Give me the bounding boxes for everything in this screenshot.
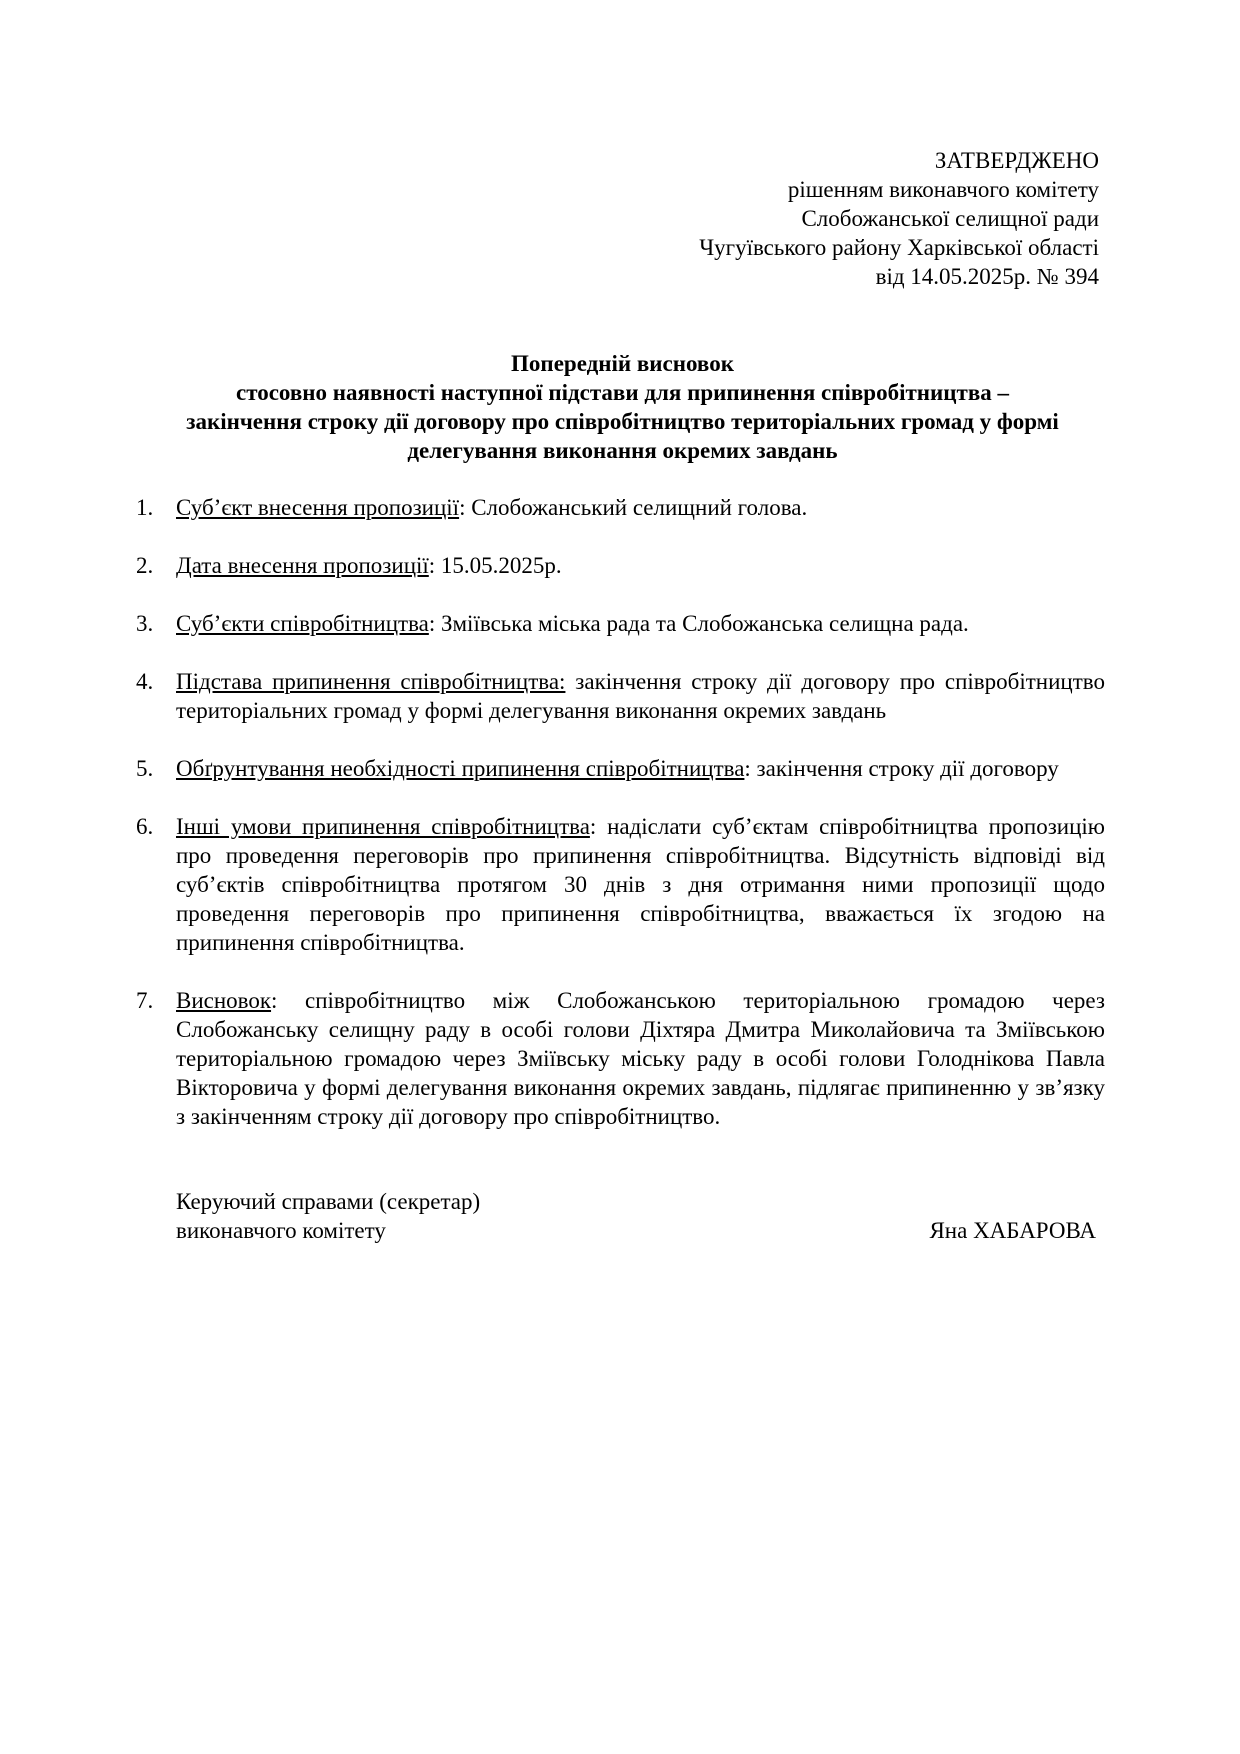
item-text: : Зміївська міська рада та Слобожанська селищна рада. — [428, 611, 969, 636]
item-label: Суб’єкти співробітництва — [176, 611, 429, 636]
item-number: 7. — [136, 988, 154, 1013]
list-item — [136, 812, 1105, 957]
approval-date: від 14.05.2025р. № 394 — [875, 264, 1099, 289]
item-label: Дата внесення пропозиції — [176, 553, 429, 578]
signer-name: Яна ХАБАРОВА — [929, 1218, 1096, 1243]
title-line-2: стосовно наявності наступної підстави для припинення співробітництва – — [235, 380, 1010, 405]
approval-heading: ЗАТВЕРДЖЕНО — [934, 148, 1099, 173]
approval-region: Чугуївського району Харківської області — [699, 235, 1099, 260]
item-text: : закінчення строку дії договору — [744, 756, 1059, 781]
list-item — [136, 986, 1105, 1131]
item-label: Суб’єкт внесення пропозиції — [176, 495, 460, 520]
item-number: 5. — [136, 756, 154, 781]
item-text: : Слобожанський селищний голова. — [459, 495, 808, 520]
signer-position: Керуючий справами (секретар) — [176, 1189, 481, 1214]
approval-council: Слобожанської селищної ради — [801, 206, 1099, 231]
title-line-4: делегування виконання окремих завдань — [407, 438, 838, 463]
list-item — [136, 667, 1105, 725]
title-line-3: закінчення строку дії договору про співробітництво територіальних громад у формі — [186, 409, 1059, 434]
item-label: Підстава припинення співробітництва: — [176, 669, 566, 694]
title-line-1: Попередній висновок — [511, 351, 734, 376]
item-number: 4. — [136, 669, 154, 694]
approval-block — [699, 146, 1099, 291]
item-number: 1. — [136, 495, 154, 520]
item-number: 3. — [136, 611, 154, 636]
document-title — [140, 349, 1105, 465]
signer-committee: виконавчого комітету — [176, 1218, 386, 1243]
list-item — [136, 551, 1105, 580]
list-item — [136, 754, 1105, 783]
item-label: Обґрунтування необхідності припинення співробітництва — [176, 756, 745, 781]
item-text: : співробітництво між Слобожанською територіальною громадою через Слобожанську селищну раду в особі голови Діхтяра Дмитра Миколайовича та Зміївською територіальною громадою через Зміївську міську раду в особі голови Голоднікова Павла Вікторовича у формі делегування виконання окремих завдань, підлягає припиненню у зв’язку з закінченням строку дії договору про співробітництво. — [176, 988, 1105, 1129]
item-text: : надіслати суб’єктам співробітництва пропозицію про проведення переговорів про припинення співробітництва. Відсутність відповіді від суб’єктів співробітництва протягом 30 днів з дня отримання ними пропозиції щодо проведення переговорів про припинення співробітництва, вважається їх згодою на припинення співробітництва. — [176, 814, 1105, 955]
signature-block — [176, 1187, 1096, 1245]
list-item — [136, 493, 1105, 522]
item-number: 2. — [136, 553, 154, 578]
approval-decision: рішенням виконавчого комітету — [787, 177, 1099, 202]
list-item — [136, 609, 1105, 638]
item-label: Висновок — [176, 988, 272, 1013]
item-label: Інші умови припинення співробітництва — [176, 814, 590, 839]
item-text: закінчення строку дії договору про співробітництво територіальних громад у формі делегування виконання окремих завдань — [176, 669, 1105, 723]
item-text: : 15.05.2025р. — [428, 553, 562, 578]
numbered-list — [136, 493, 1105, 1160]
item-number: 6. — [136, 814, 154, 839]
